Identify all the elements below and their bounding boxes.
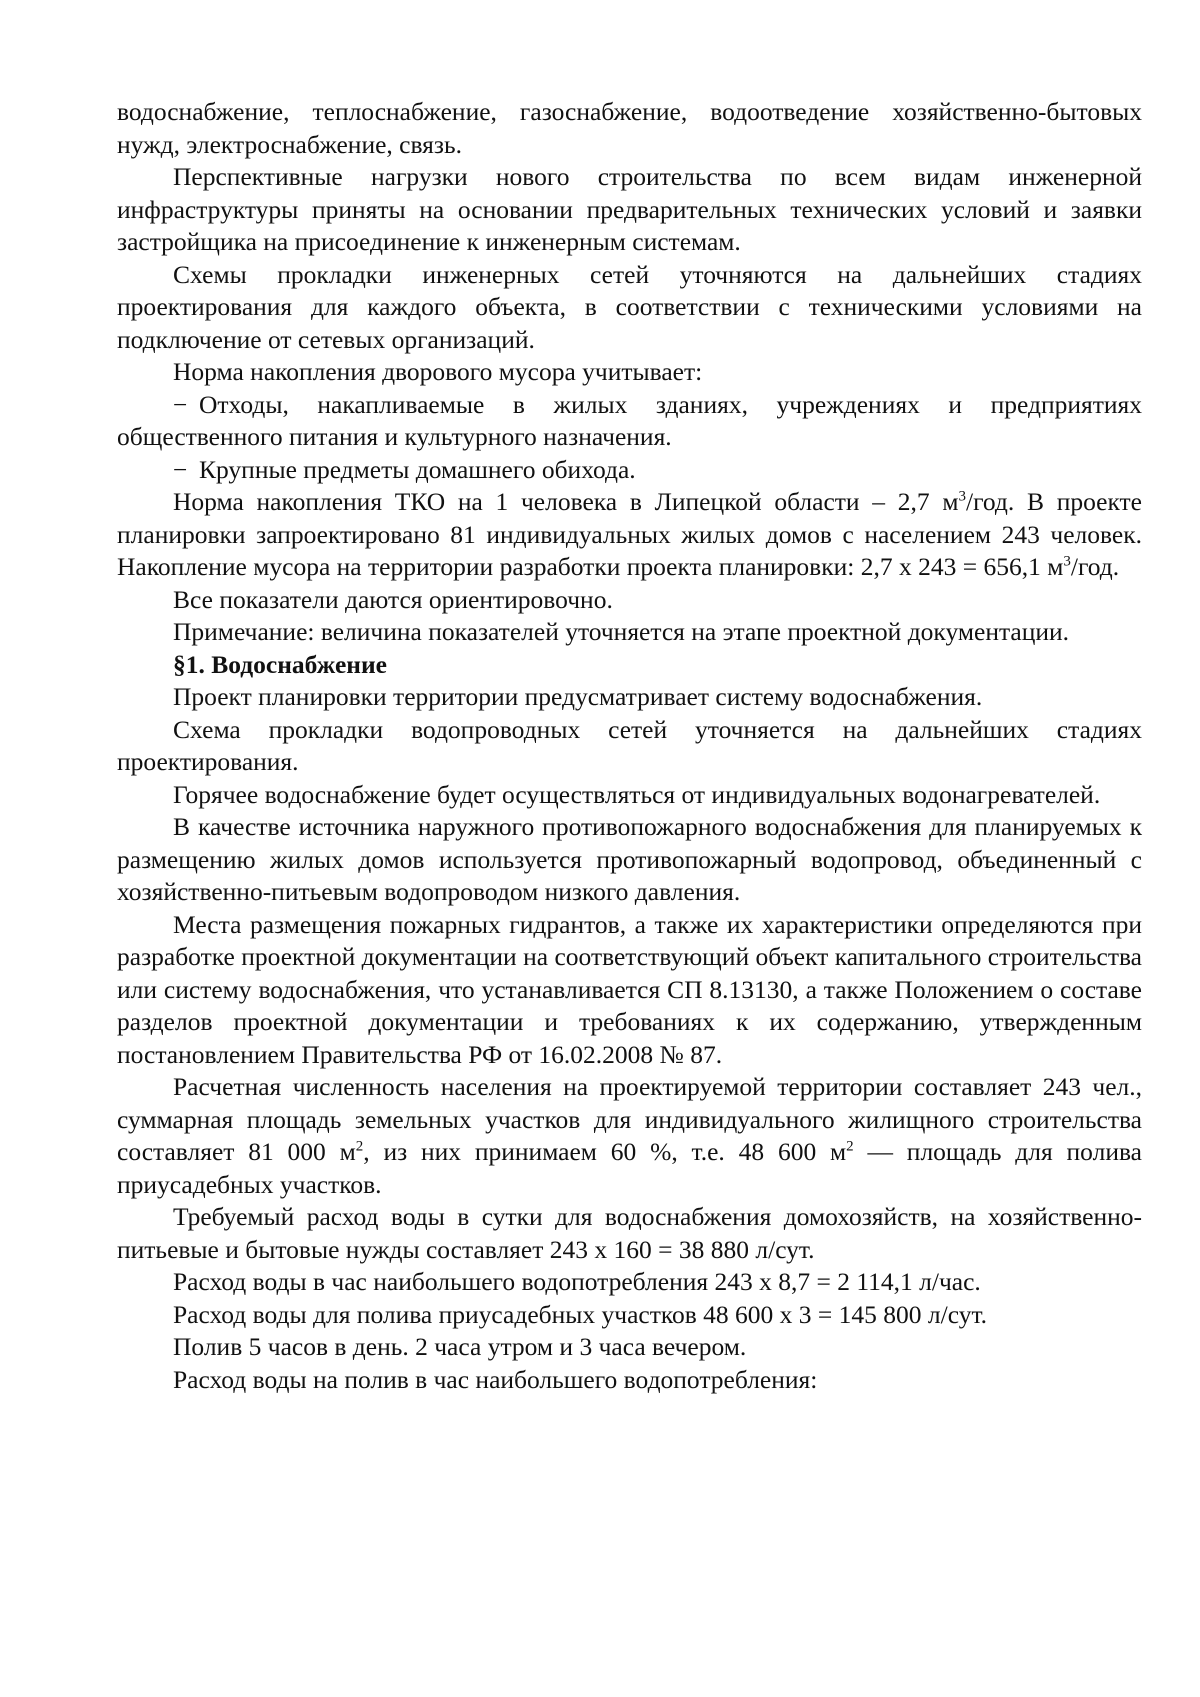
list-item [117, 454, 1142, 487]
paragraph-approx: Все показатели даются ориентировочно. [173, 584, 613, 614]
population-sup-2: 2 [846, 1138, 854, 1155]
paragraph-hydrants: Места размещения пожарных гидрантов, а также их характеристики определяются при разработке проектной документации на соответствующий объект капитального строительства или систему водоснабжения, что устанавливается СП 8.13130, а также Положением о составе разделов проектной документации и требованиях к их содержанию, утвержденным постановлением Правительства РФ от 16.02.2008 № 87. [117, 909, 1142, 1069]
paragraph-hot-water: Горячее водоснабжение будет осуществляться от индивидуальных водонагревателей. [173, 779, 1101, 809]
population-text-1: Расчетная численность населения на проектируемой территории составляет 243 чел., суммарная площадь земельных участков для индивидуального жилищного строительства составляет 81 000 м [117, 1072, 1142, 1166]
tko-text-1: Норма накопления ТКО на 1 человека в Липецкой области – 2,7 м [173, 487, 959, 516]
population-text-3: — площадь для полива приусадебных участков. [117, 1137, 1142, 1199]
paragraph-population [117, 1071, 1142, 1201]
list-dash: − [173, 454, 188, 484]
paragraph-daily: Требуемый расход воды в сутки для водоснабжения домохозяйств, на хозяйственно-питьевые и бытовые нужды составляет 243 х 160 = 38 880 л/сут. [117, 1202, 1142, 1264]
paragraph-irrigation: Расход воды для полива приусадебных участков 48 600 х 3 = 145 800 л/сут. [173, 1299, 988, 1329]
paragraph-loads: Перспективные нагрузки нового строительства по всем видам инженерной инфраструктуры приняты на основании предварительных технических условий и заявки застройщика на присоединение к инженерным системам. [117, 162, 1142, 256]
population-text-2: , из них принимаем 60 %, т.е. 48 600 м [363, 1137, 847, 1166]
paragraph-note: Примечание: величина показателей уточняется на этапе проектной документации. [173, 617, 1070, 646]
tko-text-3: /год. [1070, 552, 1120, 581]
paragraph-norm-intro: Норма накопления дворового мусора учитывает: [173, 357, 703, 386]
paragraph-watering-hours: Полив 5 часов в день. 2 часа утром и 3 часа вечером. [173, 1332, 747, 1361]
paragraph-ws-plan: Проект планировки территории предусматривает систему водоснабжения. [173, 682, 983, 711]
population-sup-1: 2 [355, 1138, 364, 1155]
list-item-text: Крупные предметы домашнего обихода. [199, 454, 636, 484]
paragraph-ws-scheme: Схема прокладки водопроводных сетей уточняется на дальнейших стадиях проектирования. [117, 714, 1142, 776]
list-item-text: Отходы, накапливаемые в жилых зданиях, учреждениях и предприятиях общественного питания и культурного назначения. [117, 389, 1142, 451]
tko-sup-1: 3 [958, 488, 966, 505]
paragraph-fire-source: В качестве источника наружного противопожарного водоснабжения для планируемых к размещению жилых домов используется противопожарный водопровод, объединенный с хозяйственно-питьевым водопроводом низкого давления. [117, 812, 1142, 906]
paragraph-tko [117, 486, 1142, 584]
section-heading: §1. Водоснабжение [173, 649, 387, 679]
paragraph-watering-peak: Расход воды на полив в час наибольшего водопотребления: [173, 1364, 818, 1394]
tko-sup-2: 3 [1063, 553, 1071, 570]
paragraph-schemes: Схемы прокладки инженерных сетей уточняются на дальнейших стадиях проектирования для каждого объекта, в соответствии с техническими условиями на подключение от сетевых организаций. [117, 259, 1142, 354]
paragraph-intro: водоснабжение, теплоснабжение, газоснабжение, водоотведение хозяйственно-бытовых нужд, электроснабжение, связь. [117, 97, 1142, 159]
list-item [117, 389, 1142, 454]
tko-text-2: /год. В проекте планировки запроектировано 81 индивидуальных жилых домов с населением 243 человек. Накопление мусора на территории разработки проекта планировки: 2,7 х 243 = 656,1 м [117, 487, 1142, 581]
list-dash: − [173, 389, 188, 419]
paragraph-hourly: Расход воды в час наибольшего водопотребления 243 х 8,7 = 2 114,1 л/час. [173, 1267, 981, 1296]
document-body [117, 96, 1142, 1396]
